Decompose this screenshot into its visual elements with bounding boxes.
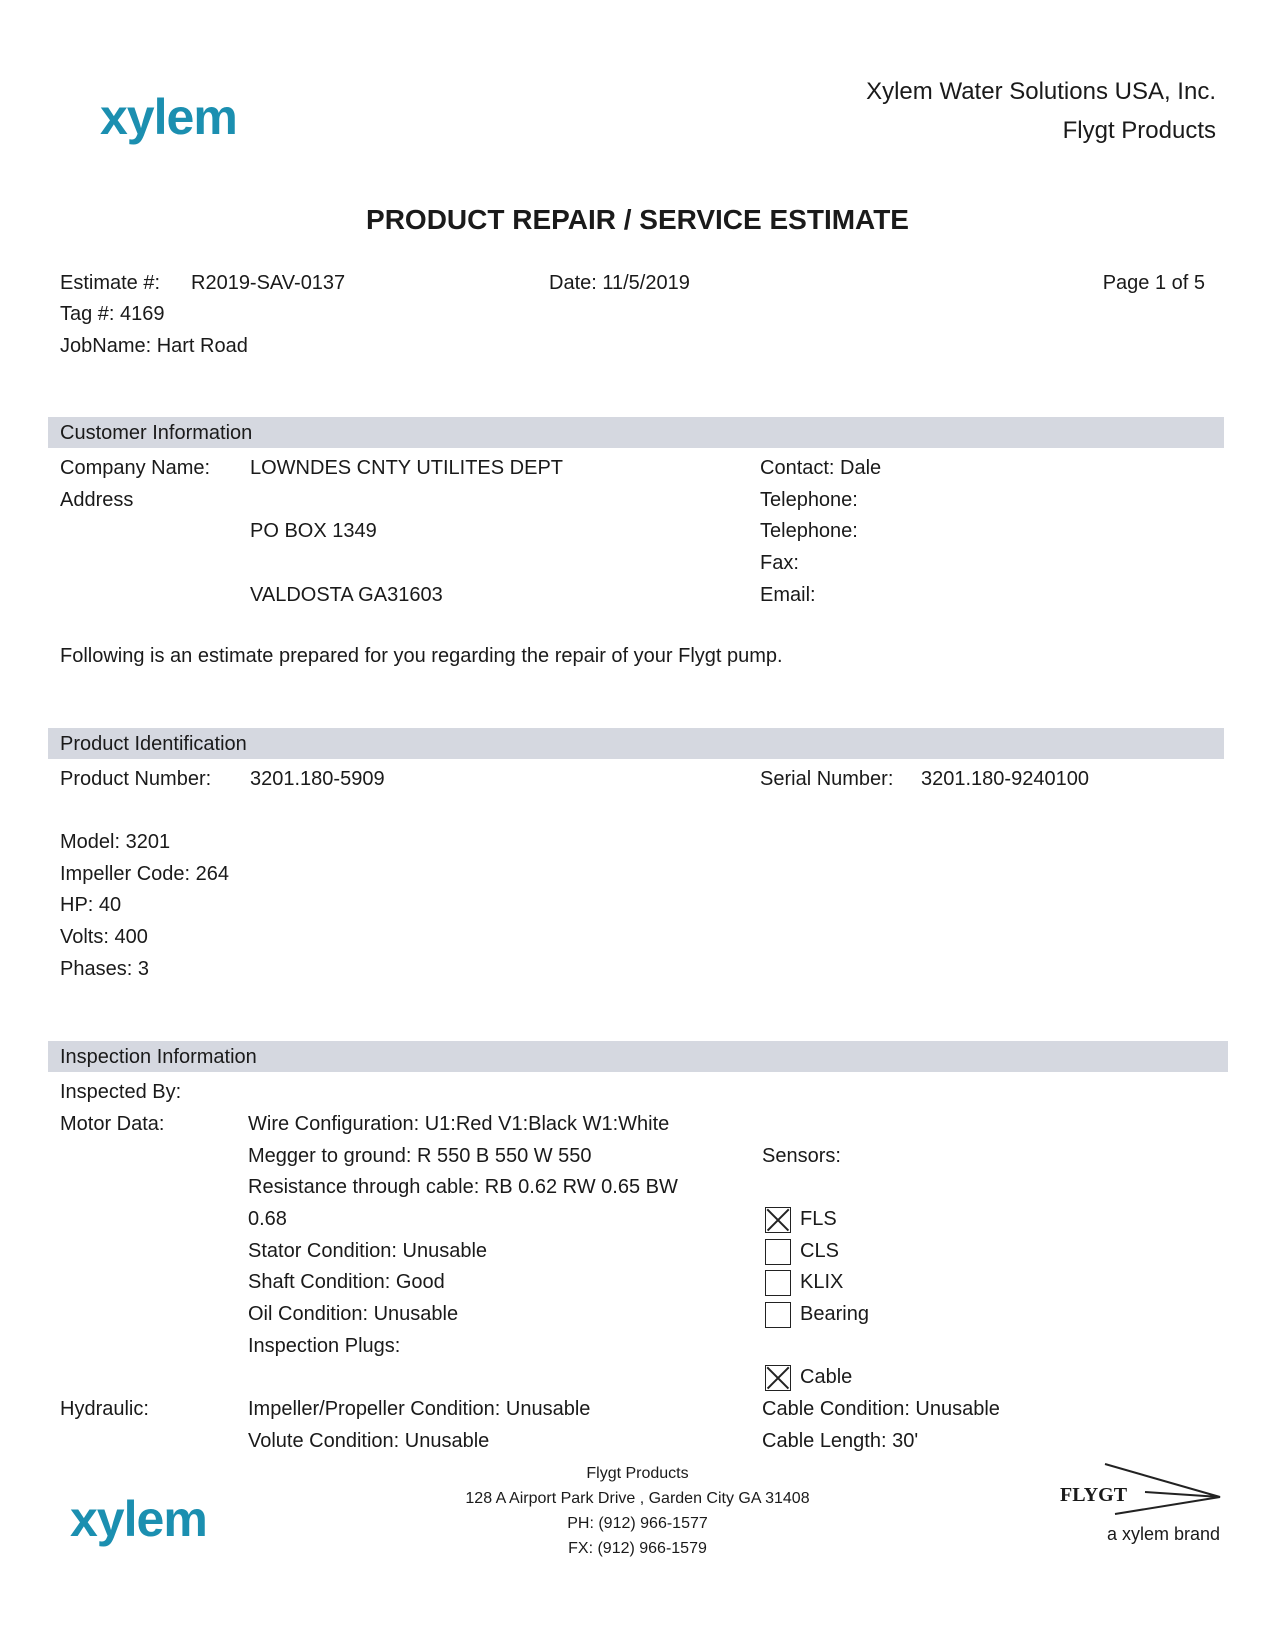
telephone-2: Telephone:: [760, 520, 858, 542]
telephone-1: Telephone:: [760, 489, 858, 511]
date: Date: 11/5/2019: [549, 272, 690, 294]
address-line-2: VALDOSTA GA31603: [250, 584, 443, 606]
resistance: Resistance through cable: RB 0.62 RW 0.65 BW: [248, 1176, 678, 1198]
wire-configuration: Wire Configuration: U1:Red V1:Black W1:White: [248, 1113, 670, 1135]
fls-checkbox[interactable]: [765, 1207, 791, 1233]
footer-company: Flygt Products: [586, 1465, 689, 1482]
cable-condition: Cable Condition: Unusable: [762, 1398, 1000, 1420]
shaft-condition: Shaft Condition: Good: [248, 1271, 445, 1293]
fax: Fax:: [760, 552, 799, 574]
footer-fax: FX: (912) 966-1579: [568, 1540, 707, 1557]
sensors-label: Sensors:: [762, 1145, 841, 1167]
impeller-code: Impeller Code: 264: [60, 863, 229, 885]
company-name: Xylem Water Solutions USA, Inc.: [866, 78, 1216, 105]
motor-data-label: Motor Data:: [60, 1113, 165, 1135]
stator-condition: Stator Condition: Unusable: [248, 1240, 488, 1262]
phases: Phases: 3: [60, 958, 149, 980]
volts: Volts: 400: [60, 926, 148, 948]
model: Model: 3201: [60, 831, 171, 853]
company-label: Company Name:: [60, 457, 211, 479]
footer-address: 128 A Airport Park Drive , Garden City GA 31408: [465, 1490, 810, 1507]
customer-company: LOWNDES CNTY UTILITES DEPT: [250, 457, 564, 479]
fls-label: FLS: [800, 1208, 837, 1230]
product-number: 3201.180-5909: [250, 768, 385, 790]
estimate-number: R2019-SAV-0137: [191, 272, 346, 294]
page-number: Page 1 of 5: [1102, 272, 1205, 294]
bearing-checkbox[interactable]: [765, 1302, 791, 1328]
cable-length: Cable Length: 30': [762, 1430, 919, 1452]
serial-label: Serial Number:: [760, 768, 894, 790]
flygt-tagline: a xylem brand: [1106, 1524, 1220, 1544]
cls-checkbox[interactable]: [765, 1239, 791, 1265]
section-title: Customer Information: [60, 422, 253, 444]
flygt-logo: FLYGT: [1060, 1484, 1128, 1506]
oil-condition: Oil Condition: Unusable: [248, 1303, 459, 1325]
section-title: Product Identification: [60, 733, 247, 755]
impeller-condition: Impeller/Propeller Condition: Unusable: [248, 1398, 591, 1420]
klix-checkbox[interactable]: [765, 1270, 791, 1296]
megger: Megger to ground: R 550 B 550 W 550: [248, 1145, 592, 1167]
inspected-by: Inspected By:: [60, 1081, 182, 1103]
serial-number: 3201.180-9240100: [921, 768, 1089, 790]
cable-checkbox[interactable]: [765, 1365, 791, 1391]
footer-xylem-logo: xylem: [70, 1491, 207, 1547]
customer-section-header: [48, 417, 1224, 448]
division-name: Flygt Products: [1062, 117, 1216, 144]
cls-label: CLS: [800, 1240, 839, 1262]
product-section-header: [48, 728, 1224, 759]
job-name: JobName: Hart Road: [60, 335, 248, 357]
address-line-1: PO BOX 1349: [250, 520, 377, 542]
inspection-section-header: [48, 1041, 1228, 1072]
email: Email:: [760, 584, 816, 606]
resistance-cont: 0.68: [248, 1208, 287, 1230]
intro-text: Following is an estimate prepared for you regarding the repair of your Flygt pump.: [60, 645, 783, 667]
tag-number: Tag #: 4169: [60, 303, 165, 325]
klix-label: KLIX: [800, 1271, 844, 1293]
estimate-label: Estimate #:: [60, 272, 161, 294]
hydraulic-label: Hydraulic:: [60, 1398, 149, 1420]
inspection-plugs: Inspection Plugs:: [248, 1335, 401, 1357]
cable-label: Cable: [800, 1366, 853, 1388]
hp: HP: 40: [60, 894, 122, 916]
footer-phone: PH: (912) 966-1577: [567, 1515, 708, 1532]
bearing-label: Bearing: [800, 1303, 869, 1325]
page-title: PRODUCT REPAIR / SERVICE ESTIMATE: [366, 204, 909, 235]
contact: Contact: Dale: [760, 457, 882, 479]
address-label: Address: [60, 489, 134, 511]
section-title: Inspection Information: [60, 1046, 257, 1068]
volute-condition: Volute Condition: Unusable: [248, 1430, 490, 1452]
product-number-label: Product Number:: [60, 768, 212, 790]
xylem-logo: xylem: [100, 89, 237, 145]
